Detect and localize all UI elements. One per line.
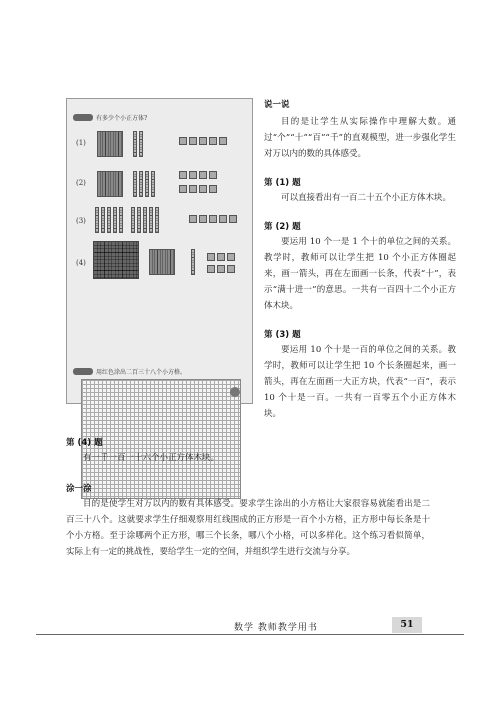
bottom-column	[66, 436, 430, 560]
footer-title: 数学 教师教学用书	[234, 623, 318, 633]
unit-cube-icon	[189, 185, 197, 193]
section-title-q2: 第 (2) 题	[264, 222, 301, 232]
unit-cube-icon	[229, 215, 237, 223]
figure-question: 有多少个小正方体?	[73, 113, 147, 122]
unit-cube-icon	[207, 253, 215, 261]
section-body-tuyitu: 目的是使学生对万以内的数有具体感受。要求学生涂出的小方格让大家很容易就能看出是二百三十八个。这就要求学生仔细观察用红线围成的正方形是一百个小方格，正方形中每长条是十个小方格。至于涂哪两个正方形，哪三个长条，哪八个小格，可以多样化。这个练习看似简单，实际上有一定的挑战性，要给学生一定的空间，并组织学生进行交流与分享。	[66, 499, 430, 557]
ten-rod-icon	[143, 207, 147, 233]
hundred-flat-icon	[97, 171, 123, 197]
unit-cube-icon	[209, 137, 217, 145]
unit-cube-icon	[189, 215, 197, 223]
right-column	[264, 98, 456, 422]
ten-rod-icon	[119, 207, 123, 233]
ten-rod-icon	[139, 131, 143, 157]
figure-sub-instruction: 用红色涂出二百三十八个小方格。	[73, 367, 186, 376]
unit-cube-icon	[179, 137, 187, 145]
question-tag-icon	[73, 114, 93, 121]
unit-cube-icon	[209, 171, 217, 179]
section-body-q2: 要运用 10 个一是 1 个十的单位之间的关系。教学时，教师可以让学生把 10 个小正方体圈起来，画一箭头，再在左面画一长条，代表“十”，表示“满十进一”的意思。一共有一百四十二个小正方体木块。	[264, 237, 456, 311]
section-body-shuoyishuo: 目的是让学生从实际操作中理解大数。通过“个”“十”“百”“千”的直观模型，进一步强化学生对万以内的数的具体感受。	[264, 117, 456, 159]
hundred-flat-icon	[97, 131, 123, 157]
section-title-q1: 第 (1) 题	[264, 178, 301, 188]
unit-cube-icon	[199, 215, 207, 223]
footer-divider	[36, 634, 464, 635]
unit-cube-icon	[227, 265, 235, 273]
unit-cube-icon	[227, 253, 235, 261]
unit-cube-icon	[189, 171, 197, 179]
unit-cube-icon	[189, 137, 197, 145]
ten-rod-icon	[155, 207, 159, 233]
unit-cube-icon	[219, 215, 227, 223]
ten-rod-icon	[151, 171, 155, 197]
unit-cube-icon	[199, 137, 207, 145]
unit-cube-icon	[179, 171, 187, 179]
figure-label-4: (4)	[76, 259, 86, 267]
section-body-q1: 可以直接看出有一百二十五个小正方体木块。	[281, 193, 452, 203]
section-title-q4: 第 (4) 题	[66, 438, 103, 448]
unit-cube-icon	[219, 137, 227, 145]
ten-rod-icon	[137, 207, 141, 233]
figure-page-badge-icon	[230, 387, 240, 397]
section-body-q4: 有一千一百一十六个小正方体木块。	[83, 453, 220, 463]
figure-label-3: (3)	[76, 217, 86, 225]
ten-rod-icon	[95, 207, 99, 233]
ten-rod-icon	[139, 171, 143, 197]
ten-rod-icon	[191, 249, 195, 275]
ten-rod-icon	[133, 131, 137, 157]
ten-rod-icon	[133, 171, 137, 197]
ten-rod-icon	[145, 171, 149, 197]
section-title-shuoyishuo: 说一说	[264, 100, 290, 110]
unit-cube-icon	[199, 171, 207, 179]
textbook-figure	[66, 98, 253, 404]
unit-cube-icon	[217, 253, 225, 261]
thousand-cube-icon	[93, 241, 139, 279]
unit-cube-icon	[209, 215, 217, 223]
ten-rod-icon	[113, 207, 117, 233]
ten-rod-icon	[101, 207, 105, 233]
ten-rod-icon	[149, 207, 153, 233]
ten-rod-icon	[131, 207, 135, 233]
unit-cube-icon	[217, 265, 225, 273]
unit-cube-icon	[207, 265, 215, 273]
unit-cube-icon	[179, 185, 187, 193]
unit-cube-icon	[209, 185, 217, 193]
figure-label-2: (2)	[76, 179, 86, 187]
section-title-tuyitu: 涂一涂	[66, 484, 92, 494]
page-number: 51	[392, 617, 422, 633]
unit-cube-icon	[199, 185, 207, 193]
hundred-flat-icon	[149, 249, 175, 275]
exercise-tag-icon	[73, 368, 93, 375]
ten-rod-icon	[107, 207, 111, 233]
figure-label-1: (1)	[76, 139, 86, 147]
section-title-q3: 第 (3) 题	[264, 330, 301, 340]
section-body-q3: 要运用 10 个十是一百的单位之间的关系。教学时，教师可以让学生把 10 个长条圈起来，画一箭头，再在左面画一大正方块，代表“一百”，表示 10 个十是一百。一共有一百零五个小正方体木块。	[264, 345, 456, 419]
